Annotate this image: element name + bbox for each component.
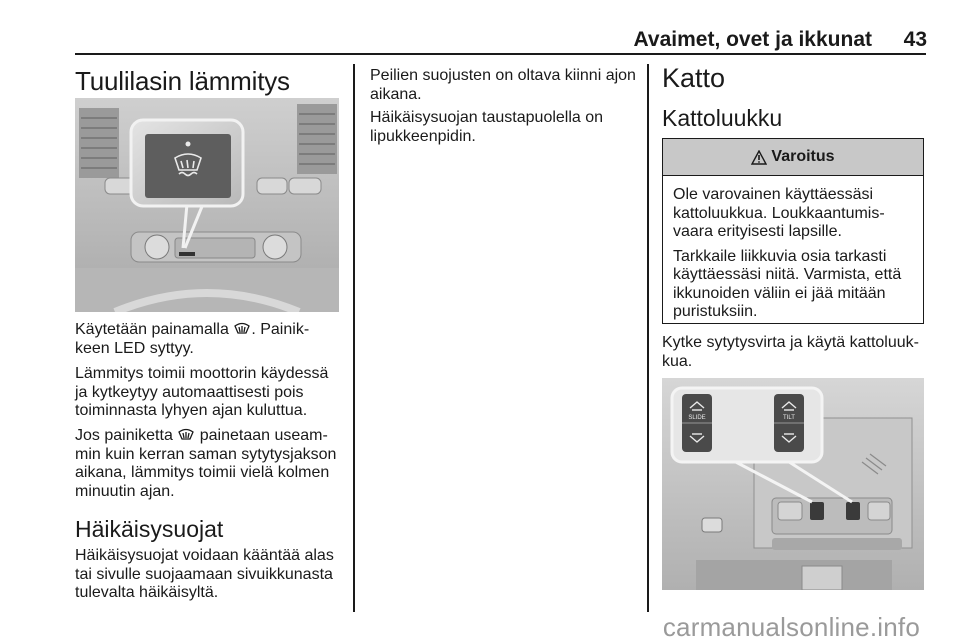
text-run: painetaan useam-: [199, 427, 328, 444]
paragraph-press-button: [75, 321, 347, 358]
warning-header: [663, 139, 923, 176]
text-line: ja kytkeytyy automaattisesti pois: [75, 383, 304, 401]
text-line: Häikäisysuojan taustapuolella on: [370, 109, 604, 126]
text-line: tulevalta häikäisyltä.: [75, 584, 219, 601]
slide-label: SLIDE: [688, 415, 706, 421]
warning-paragraph-1: [663, 176, 923, 242]
paragraph-operate-sunroof: [662, 334, 932, 371]
column-divider-1: [353, 64, 355, 612]
page-number: 43: [903, 28, 927, 51]
text-line: Tarkkaile liikkuvia osia tarkasti: [673, 247, 887, 265]
watermark: carmanualsonline.info: [662, 612, 920, 642]
text-line: tai sivulle suojaamaan sivuikkunasta: [75, 565, 333, 583]
running-header-title: Avaimet, ovet ja ikkunat: [633, 28, 872, 51]
text-line: min kuin kerran saman sytytysjakson: [75, 445, 337, 463]
text-line: aikana.: [370, 85, 422, 103]
text-line: keen LED syttyy.: [75, 339, 194, 357]
column-divider-2: [647, 64, 649, 612]
warning-title: Varoitus: [771, 148, 835, 165]
warning-paragraph-2: [663, 242, 923, 322]
paragraph-ticket-holder: [370, 109, 642, 146]
heading-sunroof: Kattoluukku: [662, 105, 783, 131]
windscreen-heating-icon: [233, 322, 251, 335]
text-line: aikana, lämmitys toimii vielä kolmen: [75, 464, 330, 481]
warning-box: [662, 138, 924, 324]
header-rule: [75, 53, 926, 55]
text-line: lipukkeenpidin.: [370, 127, 476, 145]
paragraph-mirror-covers: [370, 67, 642, 104]
text-line: Ole varovainen käyttäessäsi: [673, 186, 874, 203]
text-line: käyttäessäsi niitä. Varmista, että: [673, 266, 902, 283]
paragraph-operation: [75, 365, 347, 421]
text-line: Peilien suojusten on oltava kiinni ajon: [370, 67, 636, 84]
paragraph-sun-visors: [75, 547, 347, 603]
paragraph-repeated-press: [75, 427, 347, 501]
heading-sun-visors: Häikäisysuojat: [75, 516, 224, 542]
windscreen-heating-icon: [177, 428, 195, 441]
text-line: ikkunoiden väliin ei jää mitään: [673, 284, 886, 302]
heading-windscreen-heating: Tuulilasin lämmitys: [75, 66, 290, 96]
text-line: puristuksiin.: [673, 303, 758, 320]
text-line: kattoluukkua. Loukkaantumis-: [673, 204, 885, 222]
text-line: toiminnasta lyhyen ajan kuluttua.: [75, 402, 308, 419]
text-line: vaara erityisesti lapsille.: [673, 223, 842, 240]
warning-triangle-icon: [751, 150, 767, 165]
text-line: Häikäisysuojat voidaan kääntää alas: [75, 547, 334, 564]
sunroof-controls-illustration: [662, 378, 924, 590]
text-run: Käytetään painamalla: [75, 321, 229, 338]
text-line: Kytke sytytysvirta ja käytä kattoluuk-: [662, 334, 919, 351]
windscreen-heating-illustration: [75, 98, 339, 312]
text-run: . Painik-: [251, 321, 310, 338]
text-line: Lämmitys toimii moottorin käydessä: [75, 365, 329, 382]
text-line: kua.: [662, 352, 693, 370]
tilt-label: TILT: [783, 415, 795, 421]
text-line: minuutin ajan.: [75, 482, 175, 500]
heading-roof: Katto: [662, 63, 726, 93]
text-run: Jos painiketta: [75, 427, 173, 444]
